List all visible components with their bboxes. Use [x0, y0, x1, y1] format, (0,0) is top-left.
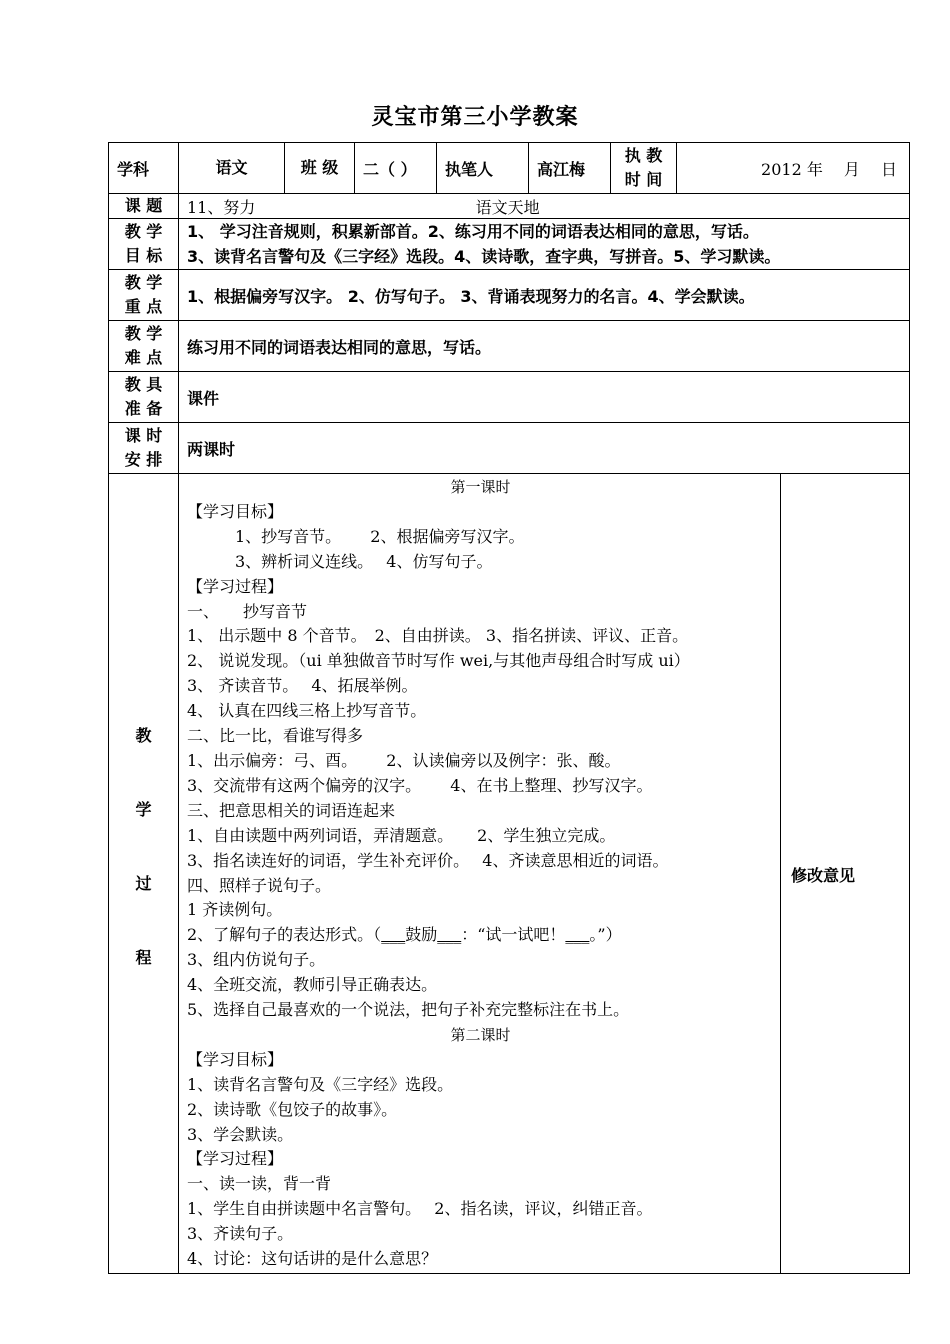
process-content	[179, 474, 781, 1274]
schedule-text: 两课时	[179, 423, 910, 474]
process-line: 1、出示偏旁：弓、酉。 2、认读偏旁以及例字：张、酸。	[187, 750, 621, 770]
key-points-label-line2: 重 点	[124, 297, 163, 316]
tools-label-line1: 教 具	[124, 375, 163, 394]
process-label-char: 学	[135, 799, 152, 819]
goals-line-2: 3、读背名言警句及《三字经》选段。4、读诗歌，查字典，写拼音。5、学习默读。	[187, 247, 781, 266]
author-label: 执笔人	[437, 143, 529, 194]
process-line: 三、把意思相关的词语连起来	[187, 800, 396, 820]
process-line: 2、 说说发现。（ui 单独做音节时写作 wei,与其他声母组合时写成 ui）	[187, 651, 690, 671]
process-line: 一、读一读，背一背	[187, 1174, 332, 1194]
sentence-blank: ___	[437, 925, 462, 945]
time-label-line1: 执 教	[624, 146, 663, 165]
process-label-char: 过	[135, 873, 152, 893]
key-points-text: 1、根据偏旁写汉字。 2、仿写句子。 3、背诵表现努力的名言。4、学会默读。	[179, 270, 910, 321]
lesson1-body	[187, 500, 774, 923]
key-points-label-line1: 教 学	[124, 273, 163, 292]
lesson2-title: 第二课时	[450, 1025, 511, 1044]
tools-label	[109, 372, 179, 423]
lesson2-body	[187, 1048, 774, 1272]
schedule-label-line2: 安 排	[124, 450, 163, 469]
process-line: 4、全班交流，教师引导正确表达。	[187, 975, 438, 995]
process-line: 二、比一比，看谁写得多	[187, 726, 364, 746]
process-line: 1 齐读例句。	[187, 900, 283, 920]
sentence-mid: 鼓励	[405, 925, 438, 945]
process-line: 1、 出示题中 8 个音节。 2、自由拼读。 3、指名拼读、评议、正音。	[187, 626, 689, 646]
process-line: 【学习过程】	[187, 1149, 284, 1169]
goals-line-1: 1、 学习注音规则，积累新部首。2、练习用不同的词语表达相同的意思，写话。	[187, 222, 759, 241]
process-line: 3、辨析词义连线。 4、仿写句子。	[187, 551, 493, 571]
process-line: 3、组内仿说句子。	[187, 950, 326, 970]
process-line: 3、 齐读音节。 4、拓展举例。	[187, 676, 418, 696]
tools-row	[109, 372, 910, 423]
lesson1-title: 第一课时	[450, 478, 511, 496]
author-value: 高江梅	[529, 143, 611, 194]
process-line: 1、抄写音节。 2、根据偏旁写汉字。	[187, 526, 525, 546]
process-label	[109, 474, 179, 1274]
process-line: 2、读诗歌《包饺子的故事》。	[187, 1099, 398, 1119]
sentence-blank: ___	[381, 925, 406, 945]
process-line: 1、自由读题中两列词语，弄清题意。 2、学生独立完成。	[187, 825, 616, 845]
schedule-label	[109, 423, 179, 474]
process-line: 【学习过程】	[187, 576, 284, 596]
difficulties-label-line2: 难 点	[124, 348, 163, 367]
key-points-label	[109, 270, 179, 321]
subject-label: 学科	[109, 143, 179, 194]
sentence-end: 。”）	[589, 925, 622, 945]
key-points-row	[109, 270, 910, 321]
topic-content	[179, 194, 910, 219]
process-line: 一、 抄写音节	[187, 601, 308, 621]
date-value: 2012 年 月 日	[677, 143, 910, 194]
process-line: 【学习目标】	[187, 1049, 284, 1069]
goals-row	[109, 219, 910, 270]
sentence-blank: ___	[565, 925, 590, 945]
process-label-char: 教	[135, 725, 152, 745]
tools-text: 课件	[179, 372, 910, 423]
lesson1-tail	[187, 948, 774, 1023]
process-label-char: 程	[135, 947, 152, 967]
topic-label: 课 题	[109, 194, 179, 219]
process-line: 3、学会默读。	[187, 1124, 294, 1144]
schedule-label-line1: 课 时	[124, 426, 163, 445]
schedule-row	[109, 423, 910, 474]
difficulties-row	[109, 321, 910, 372]
sentence-mid: ：“试一试吧！	[461, 925, 566, 945]
topic-title: 语文天地	[475, 197, 540, 217]
process-line: 1、读背名言警句及《三字经》选段。	[187, 1074, 454, 1094]
topic-row	[109, 194, 910, 219]
subject-value: 语文	[179, 143, 285, 194]
difficulties-label-line1: 教 学	[124, 324, 163, 343]
process-line: 4、 认真在四线三格上抄写音节。	[187, 701, 427, 721]
tools-label-line2: 准 备	[124, 399, 163, 418]
revise-label: 修改意见	[781, 474, 910, 1274]
process-line: 5、选择自己最喜欢的一个说法，把句子补充完整标注在书上。	[187, 1000, 630, 1020]
process-line: 四、照样子说句子。	[187, 875, 332, 895]
process-row	[109, 474, 910, 1274]
page-title: 灵宝市第三小学教案	[371, 105, 579, 130]
process-line: 3、齐读句子。	[187, 1224, 294, 1244]
goals-label	[109, 219, 179, 270]
difficulties-text: 练习用不同的词语表达相同的意思，写话。	[179, 321, 910, 372]
sentence-pattern-line	[187, 923, 774, 948]
goals-content	[179, 219, 910, 270]
goals-label-line2: 目 标	[124, 246, 163, 265]
header-row	[109, 143, 910, 194]
topic-lesson: 11、努力	[187, 197, 256, 217]
process-line: 3、指名读连好的词语，学生补充评价。 4、齐读意思相近的词语。	[187, 850, 669, 870]
process-line: 1、学生自由拼读题中名言警句。 2、指名读，评议，纠错正音。	[187, 1199, 653, 1219]
time-label	[611, 143, 677, 194]
class-label: 班 级	[285, 143, 355, 194]
goals-label-line1: 教 学	[124, 222, 163, 241]
sentence-pre: 2、了解句子的表达形式。（	[187, 925, 382, 945]
time-label-line2: 时 间	[624, 170, 663, 189]
process-line: 4、讨论：这句话讲的是什么意思？	[187, 1249, 438, 1269]
difficulties-label	[109, 321, 179, 372]
process-line: 【学习目标】	[187, 501, 284, 521]
class-value: 二（ ）	[355, 143, 437, 194]
lesson-plan-table	[108, 142, 910, 1274]
process-line: 3、交流带有这两个偏旁的汉字。 4、在书上整理、抄写汉字。	[187, 775, 653, 795]
